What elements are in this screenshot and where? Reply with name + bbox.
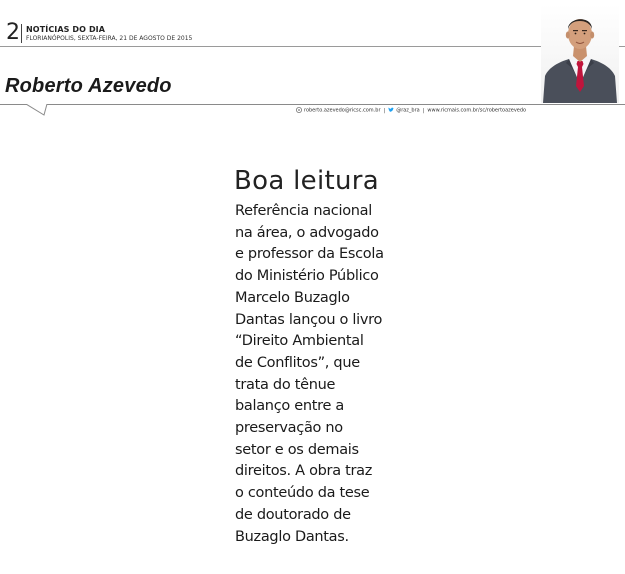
article-line: do Ministério Público — [235, 268, 379, 285]
section-name: NOTÍCIAS DO DIA — [26, 25, 106, 34]
article-line: Dantas lançou o livro — [235, 311, 383, 328]
email-link[interactable]: roberto.azevedo@ricsc.com.br — [304, 107, 381, 114]
columnist-name: Roberto Azevedo — [5, 75, 172, 97]
article-line: o conteúdo da tese — [235, 485, 370, 502]
article-line: na área, o advogado — [235, 224, 379, 241]
separator: | — [422, 107, 425, 114]
contact-line — [296, 107, 526, 114]
article-line: e professor da Escola — [235, 246, 384, 263]
header-divider — [21, 24, 22, 43]
twitter-bird-icon — [388, 107, 394, 113]
article-line: setor e os demais — [235, 441, 359, 458]
twitter-handle[interactable]: @raz_bra — [396, 107, 420, 114]
article-line: Referência nacional — [235, 203, 372, 219]
article-line: trata do tênue — [235, 376, 336, 393]
separator: | — [383, 107, 386, 114]
article-line: de doutorado de — [235, 506, 351, 523]
website-link[interactable]: www.ricmais.com.br/sc/robertoazevedo — [427, 107, 527, 114]
article-line: direitos. A obra traz — [235, 463, 373, 480]
email-icon — [296, 107, 302, 113]
article-line: preservação no — [235, 420, 343, 437]
article-line: “Direito Ambiental — [235, 333, 364, 350]
article-body — [235, 201, 384, 548]
page-number: 2 — [6, 20, 20, 45]
columnist-photo — [541, 4, 619, 103]
name-rule — [0, 104, 625, 105]
dateline: FLORIANÓPOLIS, SEXTA-FEIRA, 21 DE AGOSTO DE 2015 — [26, 35, 193, 42]
speech-tail-decoration — [26, 104, 48, 116]
article-title: Boa leitura — [234, 166, 379, 196]
article-line: Marcelo Buzaglo — [235, 289, 350, 306]
top-rule — [0, 46, 625, 47]
article-line: balanço entre a — [235, 398, 345, 415]
article-line: Buzaglo Dantas. — [235, 528, 349, 545]
article-line: de Conflitos”, que — [235, 354, 360, 371]
